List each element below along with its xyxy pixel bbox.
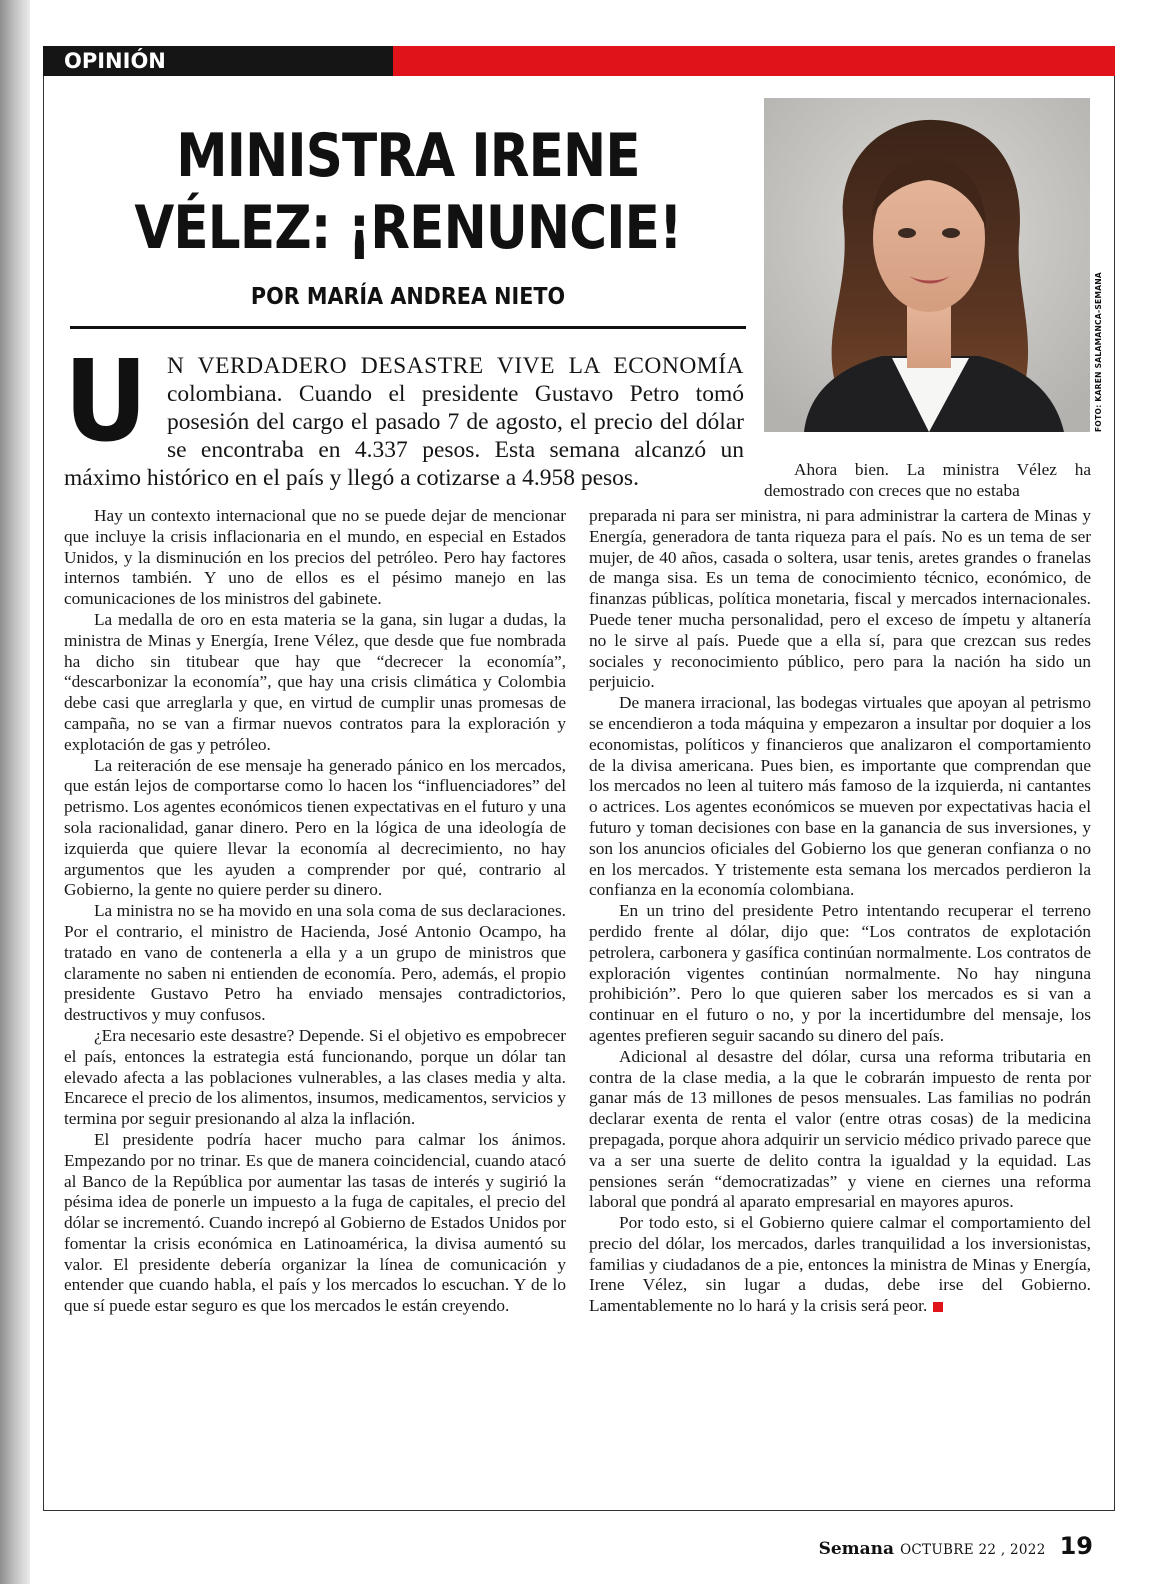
page-number: 19 bbox=[1059, 1532, 1093, 1560]
portrait-illustration bbox=[764, 98, 1090, 432]
end-mark bbox=[933, 1302, 943, 1312]
lede-paragraph bbox=[64, 337, 744, 492]
headline bbox=[117, 120, 698, 264]
paragraph: ¿Era necesario este desastre? Depende. Si el objetivo es empobrecer el país, entonces la estrategia está funcionando, porque un dólar tan elevado afecta a las poblaciones vulnerables, a las clases media y alta. Encarece el precio de los alimentos, insumos, medicamentos, servicios y termina por seguir presionando al alza la inflación. bbox=[64, 1025, 566, 1129]
lede-caps: N VERDADERO DESASTRE VIVE LA ECONOMÍA bbox=[166, 353, 744, 379]
right-column-lead: Ahora bien. La ministra Vélez ha demostrado con creces que no estaba bbox=[764, 460, 1091, 500]
headline-rule bbox=[70, 326, 746, 329]
right-column bbox=[589, 506, 1091, 1317]
byline: POR MARÍA ANDREA NIETO bbox=[250, 284, 566, 310]
issue-date: OCTUBRE 22 , 2022 bbox=[900, 1542, 1046, 1558]
paragraph: De manera irracional, las bodegas virtuales que apoyan al petrismo se encendieron a toda máquina y empezaron a insultar por doquier a los economistas, políticos y financieros que analizaron el comportamiento de la divisa americana. Pues bien, es importante que comprendan que los mercados no leen al tuitero más famoso de la izquierda, ni cantantes o actrices. Los agentes económicos se mueven por expectativas hacia el futuro y toman decisiones con base en la ganancia de sus inversiones, y son los anuncios oficiales del Gobierno los que generan confianza o no en los mercados. Y tristemente esta semana los mercados perdieron la confianza en la economía colombiana. bbox=[589, 693, 1091, 900]
section-label: OPINIÓN bbox=[43, 46, 393, 76]
headline-line-1: MINISTRA IRENE bbox=[176, 121, 640, 191]
paragraph: El presidente podría hacer mucho para calmar los ánimos. Empezando por no trinar. Es que de manera coincidencial, cuando atacó al Banco de la República por aumentar las tasas de interés y sugirió la pésima idea de ponerle un impuesto a la fuga de capitales, el precio del dólar se incrementó. Cuando increpó al Gobierno de Estados Unidos por fomentar la crisis económica en Latinoamérica, la divisa aumentó su valor. El presidente debería organizar la línea de comunicación y entender que cuando habla, el país y los mercados lo escuchan. Y de lo que sí puede estar seguro es que los mercados le están creyendo. bbox=[64, 1129, 566, 1316]
binding-gutter bbox=[0, 0, 30, 1584]
paragraph: Adicional al desastre del dólar, cursa una reforma tributaria en contra de la clase media, a la que le cobrarán impuesto de renta por ganar más de 13 millones de pesos mensuales. Las familias no podrán declarar exenta de renta el valor (entre otras cosas) de la medicina prepagada, porque ahora adquirir un servicio médico privado parece que va a ser una suerte de delito contra la igualdad y la equidad. Las pensiones serán “democratizadas” y viene en ciernes una reforma laboral que pondrá al aparato empresarial en mayores apuros. bbox=[589, 1046, 1091, 1212]
lede-text: colombiana. Cuando el presidente Gustavo Petro tomó posesión del cargo el pasado 7 de agosto, el precio del dólar se encontraba en 4.337 pesos. Esta semana alcanzó un máximo histórico en el país y llegó a cotizarse a 4.958 pesos. bbox=[64, 381, 744, 491]
paragraph: La ministra no se ha movido en una sola coma de sus declaraciones. Por el contrario, el ministro de Hacienda, José Antonio Ocampo, ha tratado en vano de contenerla a ella y a un grupo de ministros que claramente no saben ni entienden de economía. Pero, además, el propio presidente Gustavo Petro ha enviado mensajes contradictorios, destructivos y muy confusos. bbox=[64, 901, 566, 1025]
final-paragraph-text: Por todo esto, si el Gobierno quiere calmar el comportamiento del precio del dólar, los mercados, darles tranquilidad a los inversionistas, familias y ciudadanos de a pie, entonces la ministra de Minas y Energía, Irene Vélez, sin lugar a dudas, debe irse del Gobierno. Lamentablemente no lo hará y la crisis será peor. bbox=[589, 1213, 1091, 1316]
paragraph: La reiteración de ese mensaje ha generado pánico en los mercados, que están lejos de comportarse como lo hacen los “influenciadores” del petrismo. Los agentes económicos tienen expectativas en el futuro y una sola racionalidad, ganar dinero. Pero en la lógica de una ideología de izquierda que quiere llevar la economía al decrecimiento, no hay argumentos que les ayuden a comprender por qué, contrario al Gobierno, la gente no quiere perder su dinero. bbox=[64, 755, 566, 900]
paragraph: La medalla de oro en esta materia se la gana, sin lugar a dudas, la ministra de Minas y Energía, Irene Vélez, que desde que fue nombrada ha dicho sin titubear que hay que “decrecer la economía”, “descarbonizar la economía”, que hay una crisis climática y Colombia debe casi que arreglarla y que, en virtud de cumplir unas promesas de campaña, no se van a firmar nuevos contratos para la exploración y explotación de gas y petróleo. bbox=[64, 609, 566, 754]
left-column bbox=[64, 506, 566, 1317]
paragraph: Hay un contexto internacional que no se puede dejar de mencionar que incluye la crisis inflacionaria en el mundo, en especial en Estados Unidos, y la disminución en los precios del petróleo. Pero hay factores internos también. Y uno de ellos es el pésimo manejo en las comunicaciones de los ministros del gabinete. bbox=[64, 506, 566, 609]
headline-line-2: VÉLEZ: ¡RENUNCIE! bbox=[134, 193, 682, 263]
drop-cap: U bbox=[64, 337, 148, 467]
paragraph: En un trino del presidente Petro intentando recuperar el terreno perdido frente al dólar, dijo que: “Los contratos de explotación petrolera, carbonera y gasífica continúan normalmente. Los contratos de exploración vigentes continúan normalmente. No hay ninguna prohibición”. Pero lo que quieren saber los mercados es si van a continuar en el futuro o no, y por la incertidumbre del mensaje, los agentes prefieren seguir sacando su dinero del país. bbox=[589, 901, 1091, 1045]
author-photo bbox=[764, 98, 1090, 432]
magazine-name: Semana bbox=[818, 1539, 895, 1559]
final-paragraph bbox=[589, 1213, 1091, 1317]
page-footer bbox=[819, 1532, 1093, 1560]
section-accent-bar bbox=[393, 46, 1115, 76]
paragraph: preparada ni para ser ministra, ni para administrar la cartera de Minas y Energía, generadora de tanta riqueza para el país. No es un tema de ser mujer, de 40 años, casada o soltera, usar tenis, aretes grandes o franelas de manga sisa. Es un tema de conocimiento técnico, económico, de finanzas públicas, política monetaria, fiscal y mercados internacionales. Puede tener mucha personalidad, pero el exceso de ímpetu y altanería no le sirve al país. Puede que a ella sí, para que crezcan sus redes sociales y reconocimiento público, pero para la nación ha sido un perjuicio. bbox=[589, 506, 1091, 692]
photo-credit: FOTO: KAREN SALAMANCA-SEMANA bbox=[1094, 271, 1103, 432]
section-bar bbox=[43, 46, 1115, 76]
